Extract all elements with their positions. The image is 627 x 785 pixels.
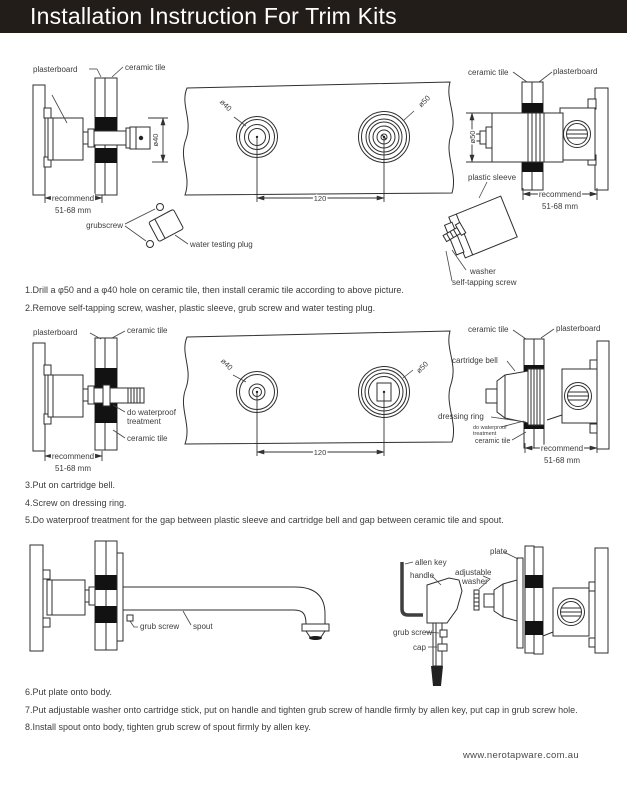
label-treatment: treatment	[127, 417, 161, 426]
label-cap: cap	[413, 643, 426, 652]
label-ceramic-tile: ceramic tile	[468, 68, 509, 77]
label-ceramic-tile: ceramic tile	[127, 326, 168, 335]
instruction-step-3: 3.Put on cartridge bell.	[25, 480, 116, 490]
label-plasterboard: plasterboard	[553, 67, 598, 76]
header-bar	[0, 0, 627, 33]
label-self-tapping-screw: self-tapping screw	[452, 278, 517, 287]
instructions-block-1	[25, 286, 619, 321]
dim-recommend: recommend	[51, 452, 95, 461]
diagram-handle-assembly	[393, 546, 608, 686]
label-water-testing-plug: water testing plug	[190, 240, 253, 249]
dim-recommend: recommend	[540, 444, 584, 453]
dim-recommend: recommend	[538, 190, 582, 199]
instruction-step-2: 2.Remove self-tapping screw, washer, plastic sleeve, grub screw and water testing plug.	[25, 302, 376, 313]
instruction-step-5: 5.Do waterproof treatment for the gap between plastic sleeve and cartridge bell and gap between ceramic tile and spout.	[25, 515, 504, 525]
label-plasterboard: plasterboard	[556, 325, 601, 333]
diagram-cartridge-bell-side-section	[438, 325, 609, 465]
label-dressing-ring: dressing ring	[438, 412, 484, 421]
dim-range: 51-68 mm	[54, 464, 92, 473]
diagram-row-1	[0, 55, 627, 290]
label-spout: spout	[193, 622, 213, 631]
diagram-spout-side-section	[30, 541, 329, 651]
label-washer: washer	[462, 577, 488, 586]
instruction-step-4: 4.Screw on dressing ring.	[25, 497, 127, 508]
dim-range: 51-68 mm	[541, 202, 579, 211]
label-do-waterproof: do waterproof	[473, 425, 507, 431]
dim-span-120: 120	[313, 448, 327, 457]
instruction-step-8: 8.Install spout onto body, tighten grub screw of spout firmly by allen key.	[25, 722, 311, 732]
dim-diameter-40: ø40	[151, 133, 160, 147]
label-handle: handle	[410, 571, 435, 580]
diagram-water-testing-plug-detail	[86, 204, 253, 250]
diagram-plastic-sleeve-side-section	[442, 67, 608, 287]
dim-hole-50: ø50	[414, 359, 430, 375]
label-ceramic-tile: ceramic tile	[125, 63, 166, 72]
label-grub-screw: grub screw	[140, 622, 180, 631]
label-ceramic-tile-2: ceramic tile	[475, 438, 511, 445]
diagram-row-3	[0, 538, 627, 690]
label-adjustable: adjustable	[455, 568, 492, 577]
instruction-step-1: 1.Drill a φ50 and a φ40 hole on ceramic tile, then install ceramic tile according to above picture.	[25, 285, 404, 295]
label-cartridge-bell: cartridge bell	[452, 356, 498, 365]
label-ceramic-tile-2: ceramic tile	[127, 434, 168, 443]
diagram-tile-front-view-1	[183, 82, 453, 203]
website-url: www.nerotapware.com.au	[463, 750, 579, 761]
dim-range: 51-68 mm	[54, 206, 92, 215]
instructions-block-3	[25, 688, 619, 741]
label-plasterboard: plasterboard	[33, 65, 78, 74]
label-treatment: treatment	[473, 431, 497, 437]
diagram-valve-side-section-2	[33, 326, 177, 473]
dim-hole-40: ø40	[219, 356, 235, 372]
label-plastic-sleeve: plastic sleeve	[468, 173, 517, 182]
dim-hole-50: ø50	[416, 93, 432, 109]
label-plasterboard: plasterboard	[33, 328, 78, 337]
label-washer: washer	[470, 267, 496, 276]
diagram-tile-front-view-2	[183, 331, 453, 457]
label-grub-screw: grub screw	[393, 628, 433, 637]
dim-recommend: recommend	[51, 194, 95, 203]
label-do-waterproof: do waterproof	[127, 408, 176, 417]
page-title: Installation Instruction For Trim Kits	[30, 3, 397, 29]
dim-hole-40: ø40	[218, 97, 234, 113]
diagram-valve-side-section-1	[33, 63, 168, 215]
label-plate: plate	[490, 547, 508, 556]
dim-range: 51-68 mm	[543, 456, 581, 465]
instruction-step-6: 6.Put plate onto body.	[25, 687, 112, 697]
diagram-row-2	[0, 325, 627, 483]
instruction-step-7: 7.Put adjustable washer onto cartridge stick, put on handle and tighten grub screw of handle firmly by allen key, put cap in grub screw hole.	[25, 704, 578, 715]
instructions-block-2	[25, 481, 619, 534]
label-grubscrew: grubscrew	[86, 221, 123, 230]
dim-span-120: 120	[313, 194, 327, 203]
dim-diameter-50: ø50	[468, 130, 477, 144]
label-ceramic-tile: ceramic tile	[468, 325, 509, 334]
label-allen-key: allen key	[415, 558, 447, 567]
